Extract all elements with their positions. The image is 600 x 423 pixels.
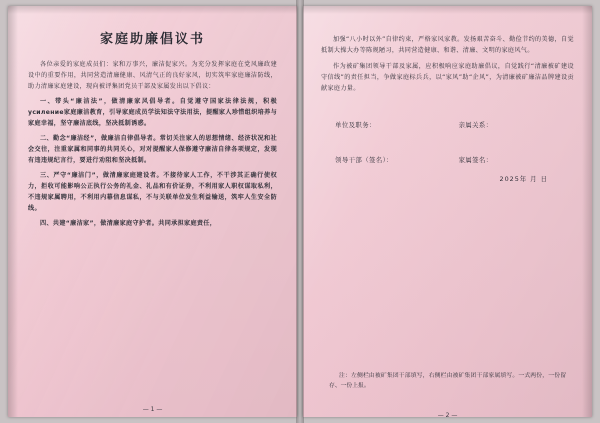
paragraph-clause-4: 四、共建“廉洁家”，做清廉家庭守护者。共同承担家庭责任，	[40, 220, 217, 227]
page-edge-shadow-right	[582, 6, 592, 417]
field-date[interactable]: 2025年 月 日	[499, 175, 548, 183]
footnote: 注：左侧栏由被矿集团干部填写，右侧栏由被矿集团干部家属填写。一式两份，一份留存、一份上报。	[329, 373, 566, 389]
document-page-right	[303, 6, 592, 417]
signature-row-2	[321, 155, 574, 164]
page-top-shadow-right	[303, 6, 592, 14]
page-title: 家庭助廉倡议书	[100, 32, 206, 47]
page-number-left: — 1 —	[142, 406, 163, 413]
signature-block	[321, 120, 574, 183]
signature-row-1	[321, 120, 574, 129]
paragraph-clause-1: 一、带头“廉洁法”，做清廉家风倡导者。自觉遵守国家法律法规，积极усиление家庭廉洁教育，引导家庭成员学法知法守法用法，提醒家人珍惜组织培养与家庭幸福，坚守廉洁底线，坚决抵制诱惑。	[28, 98, 278, 127]
paragraph-clause-3: 三、严守“廉洁门”，做清廉家庭建设者。不接待家人工作，不干涉其正确行使权力，拒收可能影响公正执行公务的礼金、礼品和有价证券，不利用家人职权谋取私利，不违规家属聘用，不利用内幕信息谋私，不与关联单位发生利益输送，筑牢人生安全防线。	[28, 172, 278, 212]
field-family-signature[interactable]: 家属签名：	[458, 156, 493, 164]
document-page-left	[8, 6, 297, 417]
paragraph-clause-4-cont: 加强“八小时以外”自律约束，严格家风家教。发扬艰苦奋斗、勤俭节约的美德，自觉抵制大操大办等陈规陋习，共同营造健康、和谐、清廉、文明的家庭风气。	[321, 36, 574, 54]
field-leader-signature[interactable]: 领导干部（签名）：	[335, 156, 393, 164]
page-number-right: — 2 —	[437, 412, 458, 417]
field-relationship[interactable]: 亲属关系：	[458, 121, 493, 129]
paragraph-clause-2: 二、勤念“廉洁经”，做廉洁自律倡导者。常切关注家人的思想情绪、经济状况和社会交往，注重家属和同事的共同关心，对对提醒家人保修遵守廉洁自律各项规定，发现有违违规纪言行，要进行劝阻和坚决抵制。	[28, 135, 278, 164]
paragraph-closing: 作为被矿集团领导干部及家属，应积极响应家庭助廉倡议，自觉践行“清廉被矿建设守信线”的责任担当，争做家庭标兵兵，以“家风”助“企风”，为清廉被矿廉洁品牌建设贡献家庭力量。	[321, 63, 574, 92]
page-top-shadow	[8, 6, 297, 14]
page-edge-shadow	[8, 6, 18, 417]
paragraph-intro: 各位亲爱的家庭成员们：家和万事兴，廉洁促家兴。为充分发挥家庭在党风廉政建设中的重要作用，共同营造清廉健康、风清气正的良好家风，切实筑牢家庭廉洁防线，助力清廉家庭建设，现向被评集团党员干部及家属发出以下倡议：	[28, 61, 278, 90]
field-unit-position[interactable]: 单位及职务：	[335, 121, 376, 129]
